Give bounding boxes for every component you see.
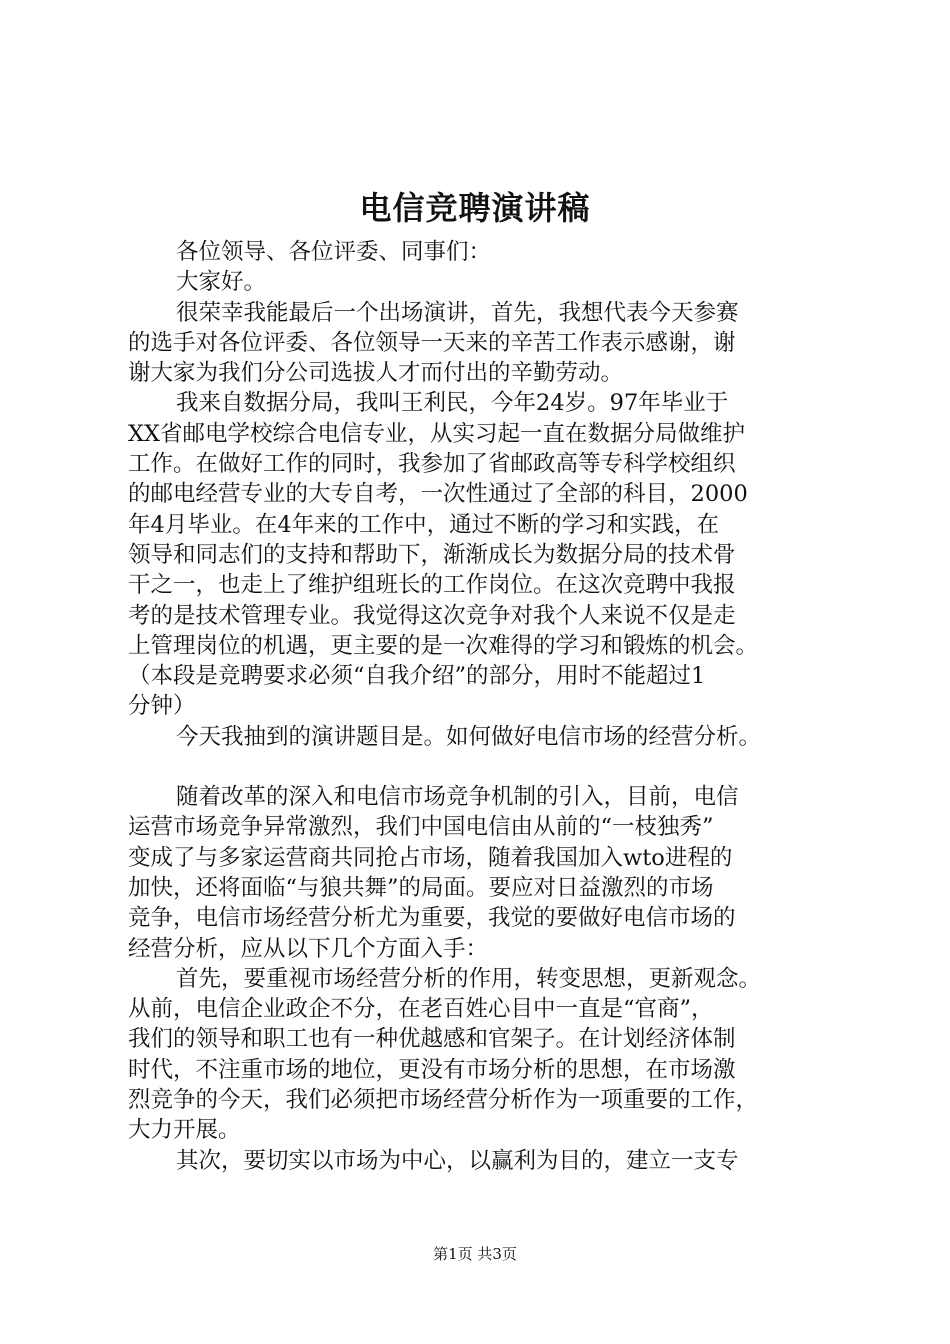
paragraph-line: 工作。在做好工作的同时，我参加了省邮政高等专科学校组织 [128,451,736,478]
page-number-footer: 第1页 共3页 [433,1245,517,1263]
salutation-paragraph: 各位领导、各位评委、同事们： [176,239,492,265]
paragraph-line: 随着改革的深入和电信市场竞争机制的引入，目前，电信 [176,784,739,811]
paragraph-line: 经营分析，应从以下几个方面入手： [128,935,489,962]
paragraph-line: 领导和同志们的支持和帮助下，渐渐成长为数据分局的技术骨 [128,541,736,568]
paragraph-line: 的选手对各位评委、各位领导一天来的辛苦工作表示感谢，谢 [128,329,736,356]
paragraph-line: 今天我抽到的演讲题目是。如何做好电信市场的经营分析。 [176,723,762,750]
paragraph-5 [128,964,840,1146]
paragraph-line: 年4月毕业。在4年来的工作中，通过不断的学习和实践，在 [128,511,720,538]
paragraph-line: 分钟） [128,693,196,720]
paragraph-line: 其次，要切实以市场为中心，以赢利为目的，建立一支专 [176,1147,739,1174]
paragraph-line: 上管理岗位的机遇，更主要的是一次难得的学习和锻炼的机会。 [128,632,759,659]
paragraph-line: 我来自数据分局，我叫王利民，今年24岁。97年毕业于 [176,390,729,417]
paragraph-2 [128,388,840,721]
document-title: 电信竞聘演讲稿 [359,189,591,227]
paragraph-line: XX省邮电学校综合电信专业，从实习起一直在数据分局做维护 [128,420,746,447]
paragraph-line: （本段是竞聘要求必须“自我介绍”的部分，用时不能超过1 [128,663,706,690]
paragraph-line: 我们的领导和职工也有一种优越感和官架子。在计划经济体制 [128,1026,736,1053]
paragraph-4 [128,782,840,964]
paragraph-line: 加快，还将面临“与狼共舞”的局面。要应对日益激烈的市场 [128,874,714,901]
paragraph-line: 竞争，电信市场经营分析尤为重要，我觉的要做好电信市场的 [128,905,736,932]
paragraph-line: 谢大家为我们分公司选拔人才而付出的辛勤劳动。 [128,360,624,387]
paragraph-1 [128,298,840,389]
document-body [128,237,840,1176]
paragraph-line: 大力开展。 [128,1117,241,1144]
paragraph-line: 时代，不注重市场的地位，更没有市场分析的思想，在市场激 [128,1056,736,1083]
paragraph-line: 很荣幸我能最后一个出场演讲，首先，我想代表今天参赛 [176,299,739,326]
paragraph-line: 变成了与多家运营商共同抢占市场，随着我国加入wto进程的 [128,844,733,871]
paragraph-line: 的邮电经营专业的大专自考，一次性通过了全部的科目，2000 [128,481,748,508]
paragraph-line: 干之一，也走上了维护组班长的工作岗位。在这次竞聘中我报 [128,572,736,599]
paragraph-line: 烈竞争的今天，我们必须把市场经营分析作为一项重要的工作， [128,1087,759,1114]
paragraph-6 [128,1146,840,1176]
paragraph-line: 从前，电信企业政企不分，在老百姓心目中一直是“官商”， [128,996,714,1023]
greeting-paragraph: 大家好。 [176,269,267,296]
paragraph-3 [128,722,840,752]
paragraph-line: 考的是技术管理专业。我觉得这次竞争对我个人来说不仅是走 [128,602,736,629]
paragraph-line: 首先，要重视市场经营分析的作用，转变思想，更新观念。 [176,965,762,992]
paragraph-line: 运营市场竞争异常激烈，我们中国电信由从前的“一枝独秀” [128,814,714,841]
